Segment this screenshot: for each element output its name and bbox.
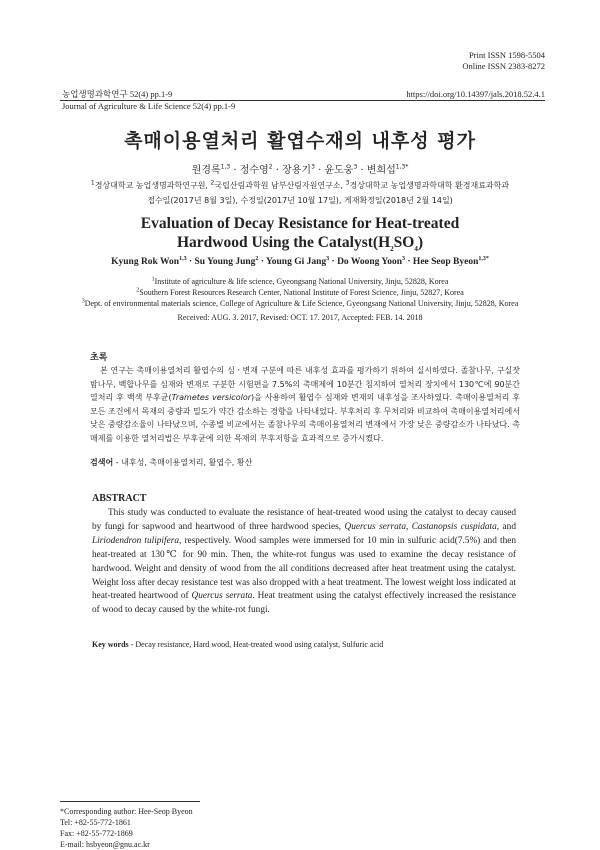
affiliation-en-1: $^1$Institute of agriculture & life science, Gyeongsang National University, Jinju, 52828, Korea — [151, 276, 449, 286]
email-link[interactable]: E-mail: hsbyeon@gnu.ac.kr — [60, 840, 150, 849]
footnote — [60, 806, 193, 850]
tel: Tel: +82-55-772-1861 — [60, 818, 131, 827]
corresponding-author: *Corresponding author: Hee-Seop Byeon — [60, 807, 193, 816]
keywords-ko-list: - 내후성, 촉매이용열처리, 활엽수, 황산 — [115, 458, 253, 467]
title-en-line2: Hardwood Using the $Catalyst(H_2SO_4)$ — [177, 234, 423, 254]
keywords-ko-label: 검색어 — [90, 458, 114, 467]
abstract-en-heading: ABSTRACT — [92, 493, 147, 504]
issn-block — [462, 50, 545, 72]
abstract-ko-text: 본 연구는 촉매이용열처리 활엽수의 심ㆍ변재 구분에 따른 내후성 효과를 평가하기 위하여 실시하였다. 졸참나무, 구실잣밤나무, 백합나무를 심재와 변재로 구분한 시험편을 7.5%의 촉매제에 10분간 침지하여 열처리 장치에서 130℃에 90분간 열처리 후 백색 부후균(Trametes versicolor)을 사용하여 활엽수 심재와 변재의 내후성을 조사하였다. 촉매이용열처리 후 모든 조건에서 목재의 중량과 밀도가 약간 감소하는 경향을 나타내었다. 부후처리 후 무처리와 비교하여 촉매이용열처리에서 낮은 중량감소율이 나타났으며, 수종별 비교에서는 졸참나무의 촉매이용열처리 변재에서 가장 낮은 중량감소가 나타났다. 촉매제를 이용한 열처리법은 부후균에 의한 목재의 부후저항을 효과적으로 증가시켰다. — [90, 366, 520, 443]
affiliation-en-2: $^2$Southern Forest Resources Research Center, National Institute of Forest Science, Jinju, 52827, Korea — [136, 287, 464, 297]
title-en-line1: Evaluation of Decay Resistance for Heat-treated — [140, 215, 460, 232]
authors-ko: 원경록$^{1,3}$ · 정수영$^2$ · 장용기$^3$ · 윤도웅$^3$ · 변희섭$^{1,3*}$ — [191, 163, 409, 176]
journal-header-en: Journal of Agriculture & Life Science 52(4) pp.1-9 — [62, 101, 236, 111]
keywords-en — [92, 640, 383, 649]
print-issn: Print ISSN 1598-5504 — [468, 50, 545, 60]
footnote-rule — [60, 801, 200, 802]
doi-link[interactable]: https://doi.org/10.14397/jals.2018.52.4.1 — [406, 89, 545, 99]
affiliations-en — [20, 276, 580, 309]
affiliations-ko-line1: $^1$경상대학교 농업생명과학연구원, $^2$국립산림과학원 남부산림자원연구소, $^3$경상대학교 농업생명과학대학 환경재료과학과 — [90, 179, 510, 190]
online-issn: Online ISSN 2383-8272 — [462, 61, 545, 71]
fax: Fax: +82-55-772-1869 — [60, 829, 133, 838]
keywords-en-list: - Decay resistance, Hard wood, Heat-treated wood using catalyst, Sulfuric acid — [130, 640, 384, 649]
dates-ko: 접수일(2017년 8월 3일), 수정일(2017년 10월 17일), 게재확정일(2018년 2월 14일) — [147, 196, 453, 205]
keywords-en-label: Key words — [92, 640, 129, 649]
journal-header-ko: 농업생명과학연구 52(4) pp.1-9 — [62, 89, 173, 99]
affiliation-en-3: $^3$Dept. of environmental materials science, College of Agriculture & Life Science, Gyeongsang National University, Jinju, 52828, Korea — [81, 298, 519, 308]
affiliations-ko — [40, 178, 560, 208]
page-title-en — [0, 214, 600, 252]
keywords-ko — [90, 457, 252, 468]
page-title-ko: 촉매이용열처리 활엽수재의 내후성 평가 — [124, 130, 476, 152]
received-dates: Received: AUG. 3. 2017, Revised: OCT. 17. 2017, Accepted: FEB. 14. 2018 — [177, 313, 423, 322]
abstract-en-text: This study was conducted to evaluate the resistance of heat-treated wood using the catalyst to decay caused by fungi for sapwood and heartwood of three hardwood species, Quercus serrata, Castanopsis cuspidata, and Liriodendron tulipifera, respectively. Wood samples were immersed for 10 min in sulfuric acid(7.5%) and then heat-treated at 130℃ for 90 min. Then, the white-rot fungus was used to examine the decay resistance of hardwood. Weight and density of wood from the all conditions decreased after heat treatment using the catalyst. Weight loss after decay resistance test was also dropped with a heat treatment. The lowest weight loss indicated at heat-treated heartwood of Quercus serrata. Heat treatment using the catalyst effectively increased the resistance of wood to decay caused by the white-rot fungi. — [92, 508, 517, 616]
authors-en: Kyung Rok Won$^{1,3}$ · Su Young Jung$^2$ · Young Gi Jang$^3$ · Do Woong Yoon$^3$ · Hee Seop Byeon$^{1,3*}$ — [111, 255, 489, 267]
abstract-ko-heading: 초록 — [90, 353, 108, 363]
